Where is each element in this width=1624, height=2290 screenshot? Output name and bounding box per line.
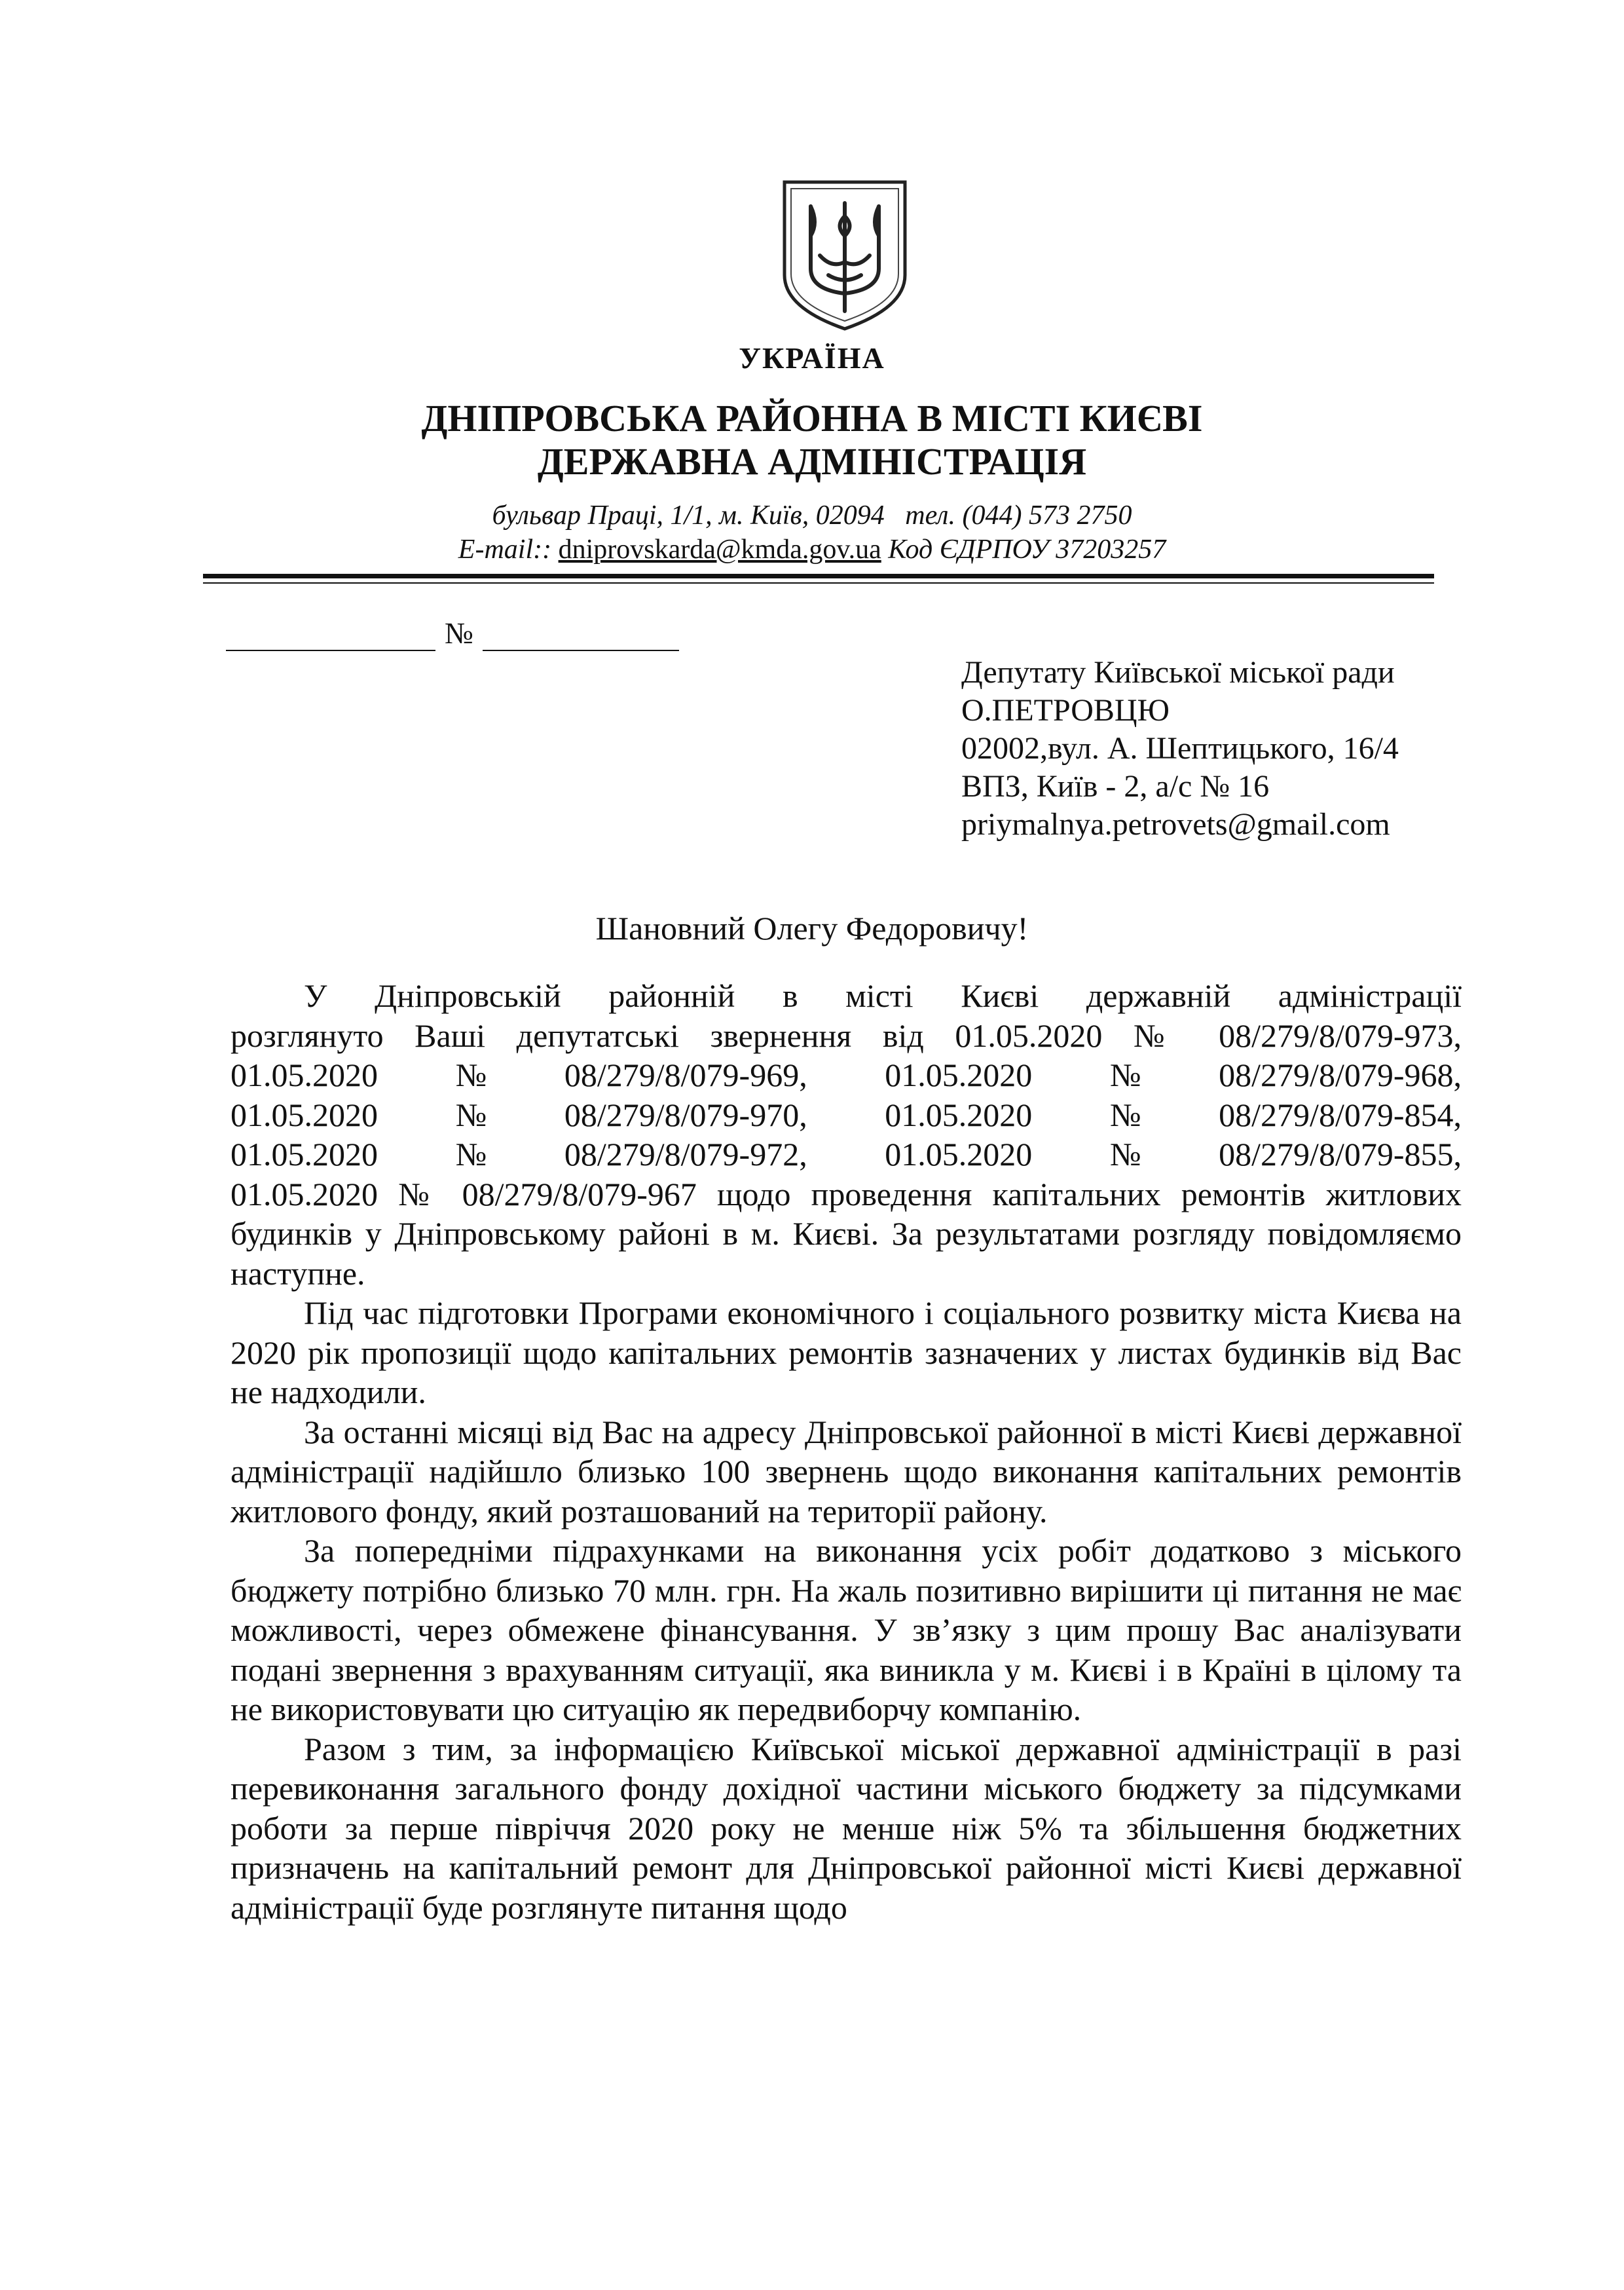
contact-line <box>0 533 1624 566</box>
phone-number: тел. (044) 573 2750 <box>905 500 1132 531</box>
paragraph-2: Під час підготовки Програми економічного і соціального розвитку міста Києва на 2020 рік пропозиції щодо капітальних ремонтів зазначених у листах будинків від Вас не надходили. <box>231 1294 1462 1410</box>
reference-row: 01.05.2020 № 08/279/8/079-970, 01.05.2020 № 08/279/8/079-854, <box>231 1096 1462 1133</box>
email-label: E-mail:: <box>458 535 552 565</box>
paragraph-1-first-ref: розглянуто Ваші депутатські звернення від 01.05.2020 № 08/279/8/079-973, <box>231 1017 1462 1054</box>
paragraph-1-intro: У Дніпровській районній в місті Києві державній адміністрації <box>304 977 1462 1014</box>
reference-row: 01.05.2020 № 08/279/8/079-969, 01.05.2020 № 08/279/8/079-968, <box>231 1057 1462 1093</box>
registration-number-line <box>226 616 679 651</box>
recipient-title: Депутату Київської міської ради <box>961 655 1395 690</box>
date-blank <box>226 621 435 651</box>
recipient-block <box>961 654 1399 844</box>
trident-coat-of-arms-icon <box>773 177 917 334</box>
country-name: УКРАЇНА <box>739 341 885 375</box>
address-line <box>0 499 1624 532</box>
organization-name-line1: ДНІПРОВСЬКА РАЙОННА В МІСТІ КИЄВІ <box>421 397 1203 440</box>
reference-row: 01.05.2020 № 08/279/8/079-972, 01.05.2020 № 08/279/8/079-855, <box>231 1136 1462 1173</box>
header-divider-thin <box>203 582 1434 584</box>
letter-body <box>231 976 1462 1927</box>
recipient-street: 02002,вул. А. Шептицького, 16/4 <box>961 731 1399 766</box>
email-link[interactable]: dniprovskarda@kmda.gov.ua <box>558 535 881 565</box>
number-sign: № <box>445 616 473 650</box>
recipient-postbox: ВПЗ, Київ - 2, а/с № 16 <box>961 769 1270 804</box>
organization-name-line2: ДЕРЖАВНА АДМІНІСТРАЦІЯ <box>537 440 1087 483</box>
paragraph-5: Разом з тим, за інформацією Київської міської державної адміністрації в разі перевиконання загального фонду дохідної частини міського бюджету за підсумками роботи за перше півріччя 2020 року не менше ніж 5% та збільшення бюджетних призначень на капітальний ремонт для Дніпровської районної місті Києві державної адміністрації буде розглянуте питання щодо <box>231 1730 1462 1926</box>
edrpou-code: Код ЄДРПОУ 37203257 <box>888 535 1166 565</box>
paragraph-1-rest: 01.05.2020 № 08/279/8/079-967 щодо проведення капітальних ремонтів житлових будинків у Дніпровському районі в м. Києві. За результатами розгляду повідомляємо наступне. <box>231 1175 1462 1292</box>
recipient-email: priymalnya.petrovets@gmail.com <box>961 807 1390 842</box>
paragraph-3: За останні місяці від Вас на адресу Дніпровської районної в місті Києві державної адміністрації надійшло близько 100 звернень щодо виконання капітальних ремонтів житлового фонду, який розташований на території району. <box>231 1413 1462 1530</box>
header-divider-thick <box>203 574 1434 578</box>
postal-address: бульвар Праці, 1/1, м. Київ, 02094 <box>492 500 885 531</box>
recipient-name: О.ПЕТРОВЦЮ <box>961 693 1170 728</box>
paragraph-4: За попередніми підрахунками на виконання усіх робіт додатково з міського бюджету потрібно близько 70 млн. грн. На жаль позитивно вирішити ці питання не має можливості, через обмежене фінансування. У зв’язку з цим прошу Вас аналізувати подані звернення з врахуванням ситуації, яка виникла у м. Києві і в Країні в цілому та не використовувати цю ситуацію як передвиборчу компанію. <box>231 1532 1462 1727</box>
number-blank <box>483 621 679 651</box>
salutation: Шановний Олегу Федоровичу! <box>595 910 1029 947</box>
